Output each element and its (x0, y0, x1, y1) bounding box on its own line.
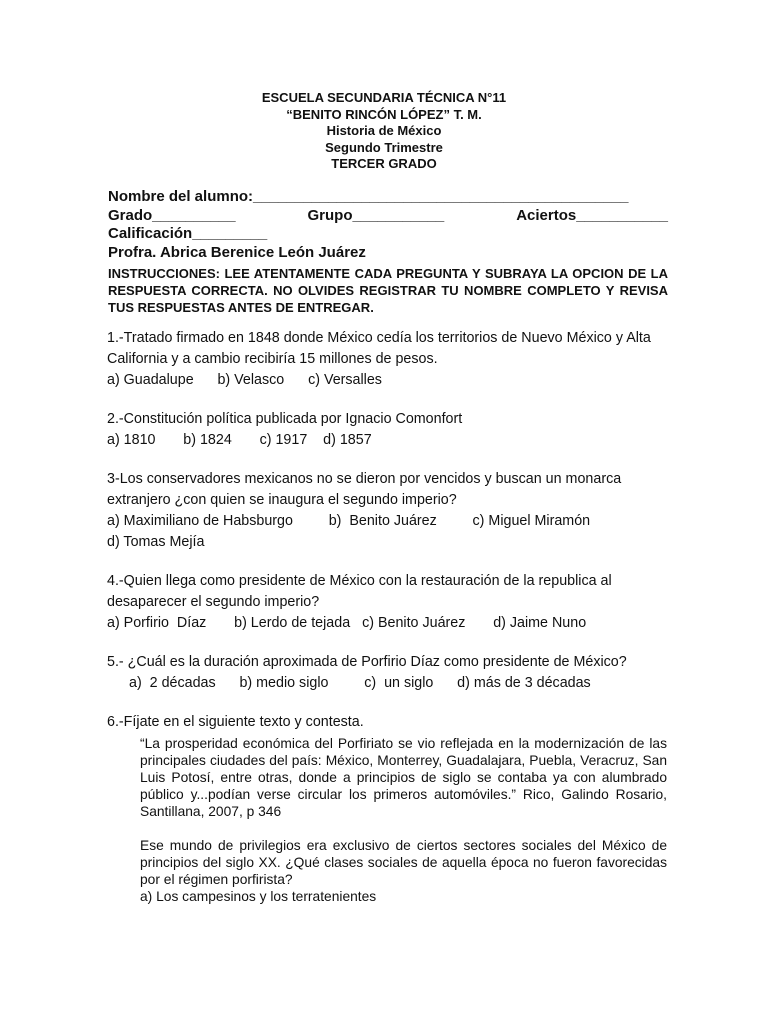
question-text: 1.-Tratado firmado en 1848 donde México cedía los territorios de Nuevo México y Alta California y a cambio recibiría 15 millones de pesos. (107, 330, 651, 367)
question-options: a) Guadalupe b) Velasco c) Versalles (107, 372, 382, 388)
student-name-field: Nombre del alumno:_____________________________________________ (108, 188, 629, 205)
question-text: 4.-Quien llega como presidente de México con la restauración de la republica al desaparecer el segundo imperio? (107, 573, 612, 610)
questions (107, 328, 667, 923)
question-2 (107, 409, 667, 451)
grupo-field: Grupo___________ (307, 206, 445, 224)
term-title: Segundo Trimestre (325, 139, 443, 155)
subject-title: Historia de México (326, 123, 442, 138)
grade-group-row (108, 207, 668, 226)
question-options-extra: d) Tomas Mejía (107, 534, 205, 550)
school-honoree: “BENITO RINCÓN LÓPEZ” T. M. (286, 106, 482, 122)
question-4 (107, 571, 667, 634)
teacher-name: Profra. Abrica Berenice León Juárez (108, 243, 366, 261)
question-1 (107, 328, 667, 391)
quote-text: “La prosperidad económica del Porfiriato se vio reflejada en la modernización de las principales ciudades del país: México, Monterrey, Guadalajara, Puebla, Veracruz, San Luis Potosí, entre otras, donde a principios de siglo se contaba ya con alumbrado público y...podían verse circular los primeros automóviles.” Rico, Galindo Rosario, Santillana, 2007, p 346 (140, 736, 667, 819)
school-name: ESCUELA SECUNDARIA TÉCNICA N°11 (261, 90, 507, 105)
followup-question: Ese mundo de privilegios era exclusivo de ciertos sectores sociales del México de principios del siglo XX. ¿Qué clases sociales de aquella época no fueron favorecidas por el régimen porfirista? (140, 838, 667, 887)
question-text: 3-Los conservadores mexicanos no se dieron por vencidos y buscan un monarca extranjero ¿con quien se inaugura el segundo imperio? (107, 471, 622, 508)
question-text: 2.-Constitución política publicada por Ignacio Comonfort (107, 411, 463, 427)
question-options: a) Los campesinos y los terratenientes (140, 889, 377, 904)
question-5 (107, 652, 667, 694)
instructions: INSTRUCCIONES: LEE ATENTAMENTE CADA PREGUNTA Y SUBRAYA LA OPCION DE LA RESPUESTA CORRECTA. NO OLVIDES REGISTRAR TU NOMBRE COMPLETO Y REVISA TUS RESPUESTAS ANTES DE ENTREGAR. (108, 266, 668, 315)
question-options: a) 2 décadas b) medio siglo c) un siglo d) más de 3 décadas (129, 675, 591, 691)
question-options: a) Maximiliano de Habsburgo b) Benito Juárez c) Miguel Miramón (107, 513, 591, 529)
question-text: 5.- ¿Cuál es la duración aproximada de Porfirio Díaz como presidente de México? (107, 654, 627, 670)
question-options: a) Porfirio Díaz b) Lerdo de tejada c) Benito Juárez d) Jaime Nuno (107, 615, 587, 631)
grado-field: Grado__________ (108, 206, 236, 224)
grade-title: TERCER GRADO (331, 156, 437, 171)
document-header (0, 90, 768, 173)
question-6 (107, 712, 667, 905)
calificacion-field: Calificación_________ (108, 225, 268, 242)
question-options: a) 1810 b) 1824 c) 1917 d) 1857 (107, 432, 372, 448)
question-text: 6.-Fíjate en el siguiente texto y contesta. (107, 714, 364, 730)
quoted-text-block (107, 735, 667, 905)
question-3 (107, 469, 667, 553)
aciertos-field: Aciertos___________ (516, 206, 668, 224)
student-fields (108, 188, 668, 316)
